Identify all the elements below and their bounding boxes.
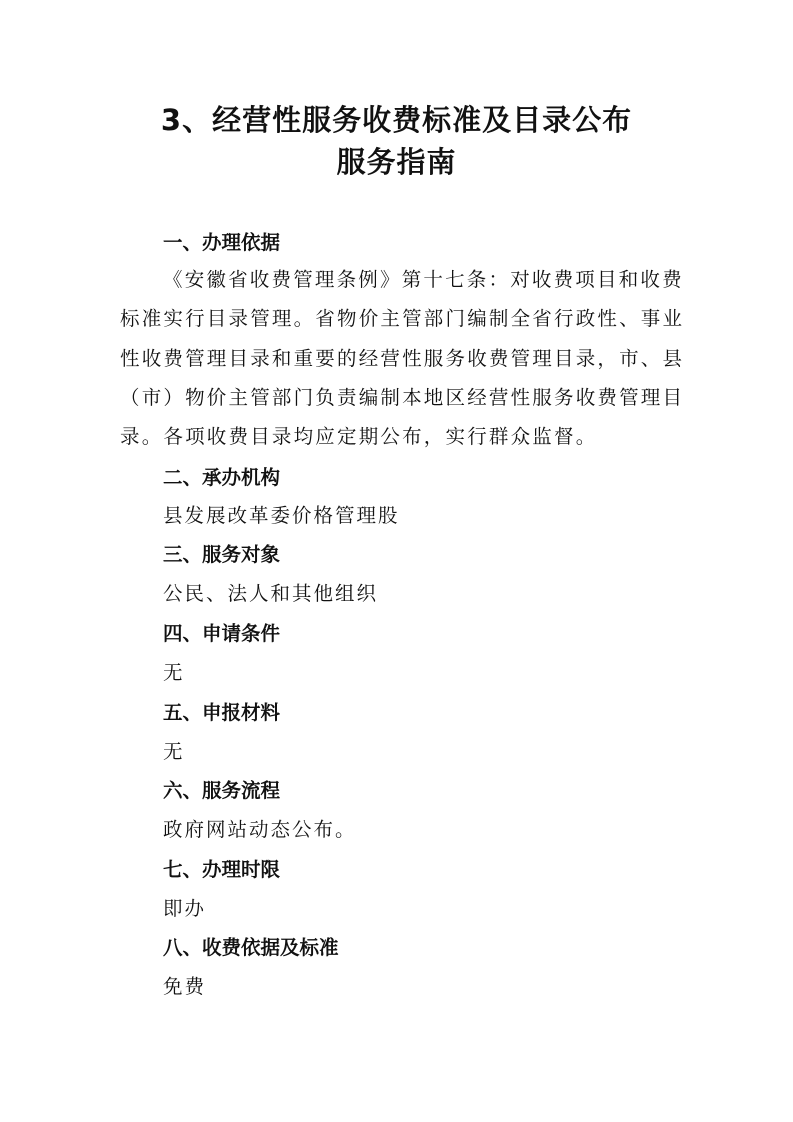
section-heading-basis: 一、办理依据 <box>163 231 281 254</box>
document-title-line-1: 3、经营性服务收费标准及目录公布 <box>160 103 633 137</box>
section-content-materials: 无 <box>163 740 185 763</box>
section-heading-materials: 五、申报材料 <box>163 701 281 724</box>
section-content-process: 政府网站动态公布。 <box>163 818 357 841</box>
section-content-agency: 县发展改革委价格管理股 <box>163 504 400 527</box>
basis-paragraph-line: 录。各项收费目录均应定期公布，实行群众监督。 <box>120 425 598 448</box>
section-heading-time-limit: 七、办理时限 <box>163 858 281 881</box>
basis-paragraph-line: （市）物价主管部门负责编制本地区经营性服务收费管理目 <box>120 386 685 409</box>
section-heading-agency: 二、承办机构 <box>163 466 281 489</box>
basis-paragraph-line: 标准实行目录管理。省物价主管部门编制全省行政性、事业 <box>120 307 685 330</box>
section-content-target: 公民、法人和其他组织 <box>163 582 379 605</box>
section-content-time-limit: 即办 <box>163 897 207 920</box>
basis-paragraph-line: 《安徽省收费管理条例》第十七条：对收费项目和收费 <box>163 268 684 291</box>
section-heading-conditions: 四、申请条件 <box>163 622 281 645</box>
section-heading-target: 三、服务对象 <box>163 543 281 566</box>
basis-paragraph-line: 性收费管理目录和重要的经营性服务收费管理目录，市、县 <box>120 347 685 370</box>
document-title-line-2: 服务指南 <box>336 145 457 179</box>
section-heading-process: 六、服务流程 <box>163 779 281 802</box>
section-content-conditions: 无 <box>163 661 185 684</box>
section-heading-fees: 八、收费依据及标准 <box>163 936 339 959</box>
section-content-fees: 免费 <box>163 975 207 998</box>
